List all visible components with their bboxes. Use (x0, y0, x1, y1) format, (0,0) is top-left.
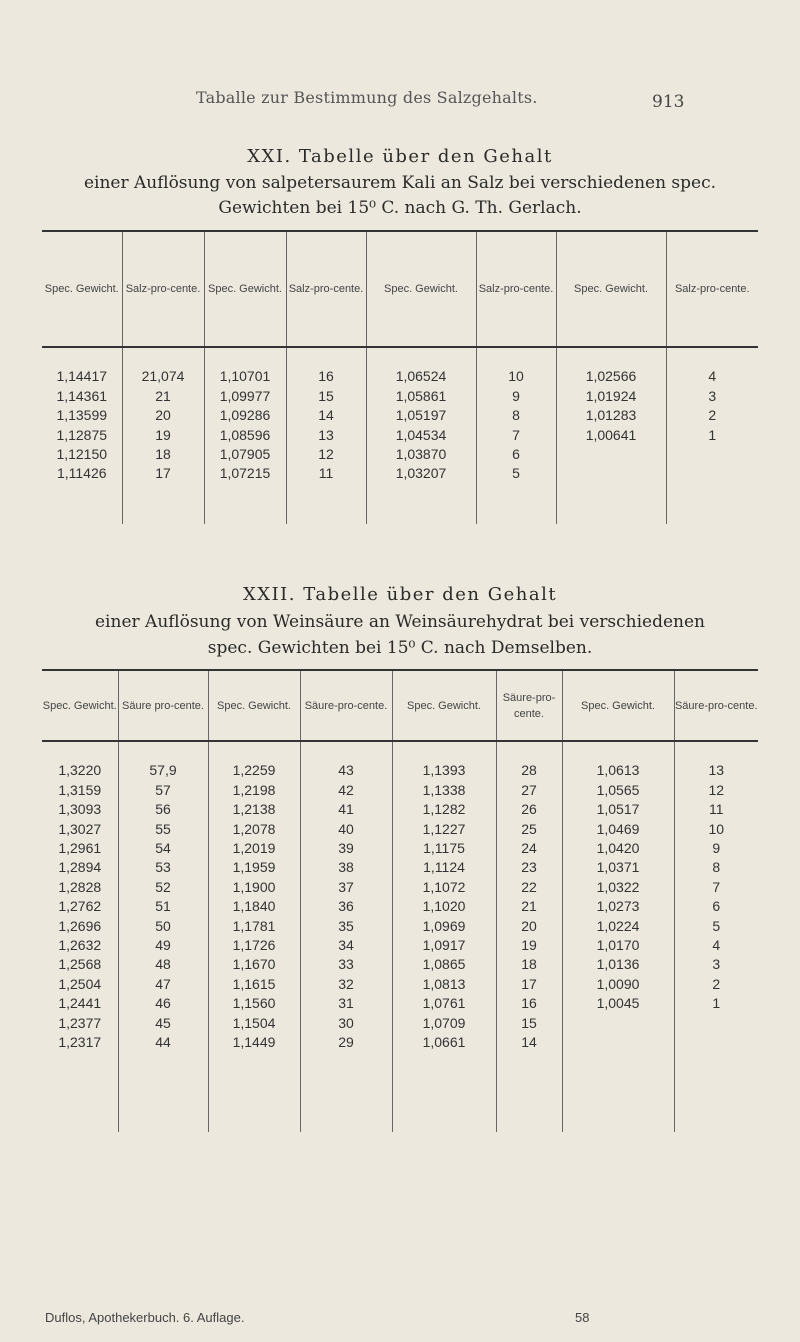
table2-cell: 1,0865 (392, 955, 496, 974)
table2-cell: 22 (496, 878, 562, 897)
table2-cell: 10 (674, 820, 758, 839)
table2-cell: 1,0469 (562, 820, 674, 839)
table2-cell: 1,1020 (392, 897, 496, 916)
table2-cell: 56 (118, 800, 208, 819)
table2-cell: 1,2762 (58, 898, 102, 915)
table2-row (42, 878, 758, 897)
table2-header-cell: Spec. Gewicht. (562, 671, 674, 741)
table1-cell: 1,07905 (204, 445, 286, 464)
table2-cell: 24 (496, 839, 562, 858)
table2-cell: 51 (118, 897, 208, 916)
table2-cell: 44 (118, 1033, 208, 1052)
table2-cell: 2 (674, 975, 758, 994)
table2-cell: 1,0322 (562, 878, 674, 897)
table1-cell: 16 (286, 367, 366, 386)
table2-cell: 1,3220 (58, 762, 102, 779)
table2-cell: 25 (496, 820, 562, 839)
table2-header-cell: Spec. Gewicht. (392, 671, 496, 741)
table1-cell: 1,03207 (366, 464, 476, 483)
table1-cell: 1,06524 (366, 367, 476, 386)
table2-cell: 38 (300, 858, 392, 877)
table2-cell: 29 (300, 1033, 392, 1052)
table1-cell: 1,05197 (366, 406, 476, 425)
table2-cell: 11 (674, 800, 758, 819)
table2-row (42, 858, 758, 877)
table2-cell: 1,2377 (58, 1014, 102, 1031)
table1-heading: XXI. Tabelle über den Gehalt (247, 146, 553, 167)
table2-cell: 41 (300, 800, 392, 819)
table2-cell: 43 (300, 761, 392, 780)
table1-cell: 3 (666, 387, 758, 406)
table2-cell: 57,9 (118, 761, 208, 780)
table1-cell: 1,01924 (556, 387, 666, 406)
table2-cell: 1,2632 (58, 937, 102, 954)
table1-cell: 1,00641 (556, 426, 666, 445)
table2-cell: 7 (674, 878, 758, 897)
table2-cell: 14 (496, 1033, 562, 1052)
table2-cell: 1,0224 (562, 917, 674, 936)
table2-cell: 1,0045 (562, 994, 674, 1013)
table1-cell (666, 464, 758, 483)
table2-header-cell: Spec. Gewicht. (208, 671, 300, 741)
table2-cell: 1,0761 (392, 994, 496, 1013)
table1-cell: 7 (476, 426, 556, 445)
table2-cell: 32 (300, 975, 392, 994)
table2-cell: 4 (674, 936, 758, 955)
table2-row (42, 839, 758, 858)
table1-cell: 1,09977 (204, 387, 286, 406)
table2-header-cell: Spec. Gewicht. (42, 671, 118, 741)
table1-cell: 1,12875 (56, 426, 108, 443)
table2-cell: 1 (674, 994, 758, 1013)
table2-cell: 42 (300, 781, 392, 800)
table2-cell: 9 (674, 839, 758, 858)
table2-cell (674, 1033, 758, 1052)
table2-cell: 1,2828 (58, 878, 102, 895)
table1-header-row (42, 232, 758, 347)
table1-cell: 1,01283 (556, 406, 666, 425)
table2-cell: 1,2441 (58, 995, 102, 1012)
table1-caption-line2: Gewichten bei 15⁰ C. nach G. Th. Gerlach. (218, 198, 582, 218)
table1 (42, 232, 758, 524)
table1-cell: 17 (122, 464, 204, 483)
table2-row (42, 897, 758, 916)
table2-cell: 31 (300, 994, 392, 1013)
table1-cell: 13 (286, 426, 366, 445)
table1-cell: 10 (476, 367, 556, 386)
table2-header-cell: Säure-pro-cente. (496, 671, 562, 741)
table2-cell: 20 (496, 917, 562, 936)
table1-cell: 2 (666, 406, 758, 425)
table2-heading: XXII. Tabelle über den Gehalt (242, 584, 558, 605)
table2-cell: 45 (118, 1014, 208, 1033)
table1-cell (666, 445, 758, 464)
table2-cell: 1,0273 (562, 897, 674, 916)
table1-cell: 1,08596 (204, 426, 286, 445)
table2-cell: 1,1393 (392, 761, 496, 780)
table2-cell: 1,1124 (392, 858, 496, 877)
table1-cell: 21,074 (122, 367, 204, 386)
table2-cell: 3 (674, 955, 758, 974)
table2-cell: 1,0969 (392, 917, 496, 936)
table1-header-cell: Spec. Gewicht. (366, 232, 476, 347)
table2-header-cell: Säure pro-cente. (118, 671, 208, 741)
table2-row (42, 761, 758, 780)
table2-cell: 30 (300, 1014, 392, 1033)
table2-cell: 1,1670 (208, 955, 300, 974)
page-number: 913 (652, 92, 685, 112)
table2-cell: 12 (674, 781, 758, 800)
table2-cell: 1,1175 (392, 839, 496, 858)
table1-row (42, 387, 758, 406)
table1-cell: 1,14361 (56, 387, 108, 404)
table2-row (42, 1014, 758, 1033)
table2-cell: 15 (496, 1014, 562, 1033)
table2-cell: 17 (496, 975, 562, 994)
table1-row (42, 445, 758, 464)
table1-cell: 1,09286 (204, 406, 286, 425)
table2-row (42, 781, 758, 800)
table2-cell: 1,2078 (208, 820, 300, 839)
table1-header-cell: Spec. Gewicht. (42, 232, 122, 347)
table1-cell: 12 (286, 445, 366, 464)
table1-cell: 15 (286, 387, 366, 406)
table2-row (42, 820, 758, 839)
table2-cell: 37 (300, 878, 392, 897)
table2-cell: 1,0709 (392, 1014, 496, 1033)
table1-cell: 18 (122, 445, 204, 464)
table2-cell: 33 (300, 955, 392, 974)
table1-cell: 1,07215 (204, 464, 286, 483)
table2-cell: 26 (496, 800, 562, 819)
table1-header-cell: Salz-pro-cente. (286, 232, 366, 347)
table2-cell: 1,3159 (58, 781, 102, 798)
table1-row (42, 406, 758, 425)
table2-cell: 13 (674, 761, 758, 780)
table2-row (42, 975, 758, 994)
table2-cell: 1,0420 (562, 839, 674, 858)
table1-cell: 1,10701 (204, 367, 286, 386)
table2 (42, 671, 758, 1132)
table1-cell: 4 (666, 367, 758, 386)
table2-cell: 1,0613 (562, 761, 674, 780)
table2-cell: 21 (496, 897, 562, 916)
table2-row (42, 917, 758, 936)
table1-cell: 14 (286, 406, 366, 425)
table2-cell: 1,0517 (562, 800, 674, 819)
table2-cell: 1,1282 (392, 800, 496, 819)
table2-header-row (42, 671, 758, 741)
table2-cell: 1,2894 (58, 859, 102, 876)
table1-cell: 1,11426 (56, 465, 107, 482)
table2-row (42, 955, 758, 974)
table2-cell: 1,0565 (562, 781, 674, 800)
table2-row (42, 800, 758, 819)
table2-cell: 27 (496, 781, 562, 800)
table2-cell: 54 (118, 839, 208, 858)
table1-cell: 1,03870 (366, 445, 476, 464)
table2-cell: 6 (674, 897, 758, 916)
table2-cell: 1,1449 (208, 1033, 300, 1052)
table2-cell: 1,2259 (208, 761, 300, 780)
table2-cell: 1,0136 (562, 955, 674, 974)
table2-cell: 1,2317 (58, 1034, 102, 1051)
table2-cell: 55 (118, 820, 208, 839)
running-title: Taballe zur Bestimmung des Salzgehalts. (196, 88, 538, 107)
table2-cell: 28 (496, 761, 562, 780)
table2-cell: 39 (300, 839, 392, 858)
table1-cell: 9 (476, 387, 556, 406)
table1-header-cell: Spec. Gewicht. (556, 232, 666, 347)
signature-mark: 58 (575, 1310, 590, 1325)
table1-cell: 5 (476, 464, 556, 483)
table2-cell: 1,1072 (392, 878, 496, 897)
table1-cell (556, 464, 666, 483)
table2-cell: 1,2138 (208, 800, 300, 819)
table2-cell: 1,1338 (392, 781, 496, 800)
table1-row (42, 367, 758, 386)
table1-cell: 8 (476, 406, 556, 425)
table2-row (42, 936, 758, 955)
table2-cell: 49 (118, 936, 208, 955)
table2-cell: 52 (118, 878, 208, 897)
table2-cell: 1,1504 (208, 1014, 300, 1033)
table1-header-cell: Salz-pro-cente. (666, 232, 758, 347)
table2-cell: 48 (118, 955, 208, 974)
table2-cell: 53 (118, 858, 208, 877)
table1-cell: 6 (476, 445, 556, 464)
table1-cell: 19 (122, 426, 204, 445)
table2-cell: 1,1560 (208, 994, 300, 1013)
table1-cell: 1,05861 (366, 387, 476, 406)
table2-cell: 1,1615 (208, 975, 300, 994)
table2-cell: 1,1227 (392, 820, 496, 839)
table2-row (42, 994, 758, 1013)
table1-cell: 21 (122, 387, 204, 406)
table2-cell: 1,2504 (58, 975, 102, 992)
table2-cell: 1,2019 (208, 839, 300, 858)
table2-cell: 1,1959 (208, 858, 300, 877)
table2-caption-line1: einer Auflösung von Weinsäure an Weinsäurehydrat bei verschiedenen (95, 612, 705, 632)
table2-header-cell: Säure-pro-cente. (674, 671, 758, 741)
table2-cell: 1,0813 (392, 975, 496, 994)
table2-cell: 1,1781 (208, 917, 300, 936)
page-footer (45, 1310, 765, 1325)
table1-cell: 1,04534 (366, 426, 476, 445)
table2-cell: 36 (300, 897, 392, 916)
table2-cell: 47 (118, 975, 208, 994)
table2-cell: 8 (674, 858, 758, 877)
table2-cell: 1,2198 (208, 781, 300, 800)
table2-cell: 1,3093 (58, 801, 102, 818)
table1-cell: 1,02566 (556, 367, 666, 386)
table2-cell: 1,0170 (562, 936, 674, 955)
table2-caption-line2: spec. Gewichten bei 15⁰ C. nach Demselben. (207, 638, 593, 658)
table2-cell: 1,1726 (208, 936, 300, 955)
table2-cell: 57 (118, 781, 208, 800)
table1-cell: 1,14417 (56, 368, 108, 385)
table2-row (42, 1033, 758, 1052)
table2-cell: 34 (300, 936, 392, 955)
table2-cell: 1,3027 (58, 820, 102, 837)
table2-cell: 1,0371 (562, 858, 674, 877)
table2-header-cell: Säure-pro-cente. (300, 671, 392, 741)
table1-cell: 11 (286, 464, 366, 483)
table1-header-cell: Spec. Gewicht. (204, 232, 286, 347)
table1-cell: 1 (666, 426, 758, 445)
table1-cell: 1,13599 (56, 407, 108, 424)
table2-cell: 18 (496, 955, 562, 974)
table1-cell: 20 (122, 406, 204, 425)
table2-cell: 1,0661 (392, 1033, 496, 1052)
table2-cell (562, 1014, 674, 1033)
running-head (0, 78, 800, 118)
table1-cell (556, 445, 666, 464)
table2-cell: 5 (674, 917, 758, 936)
table2-cell (562, 1033, 674, 1052)
table2-cell: 16 (496, 994, 562, 1013)
table2-cell: 19 (496, 936, 562, 955)
table1-row (42, 426, 758, 445)
table2-cell: 40 (300, 820, 392, 839)
table2-cell: 1,0917 (392, 936, 496, 955)
table2-cell: 1,2961 (58, 840, 102, 857)
table1-row (42, 464, 758, 483)
table2-cell: 35 (300, 917, 392, 936)
table1-cell: 1,12150 (56, 446, 108, 463)
table1-caption-line1: einer Auflösung von salpetersaurem Kali an Salz bei verschiedenen spec. (83, 173, 717, 193)
footer-text: Duflos, Apothekerbuch. 6. Auflage. (45, 1310, 245, 1325)
table2-cell: 1,1840 (208, 897, 300, 916)
table2-cell (674, 1014, 758, 1033)
table2-cell: 1,2696 (58, 917, 102, 934)
table1-header-cell: Salz-pro-cente. (122, 232, 204, 347)
table2-cell: 1,2568 (58, 956, 102, 973)
table2-cell: 1,0090 (562, 975, 674, 994)
table2-cell: 46 (118, 994, 208, 1013)
table2-cell: 1,1900 (208, 878, 300, 897)
table2-cell: 50 (118, 917, 208, 936)
table1-header-cell: Salz-pro-cente. (476, 232, 556, 347)
table2-cell: 23 (496, 858, 562, 877)
